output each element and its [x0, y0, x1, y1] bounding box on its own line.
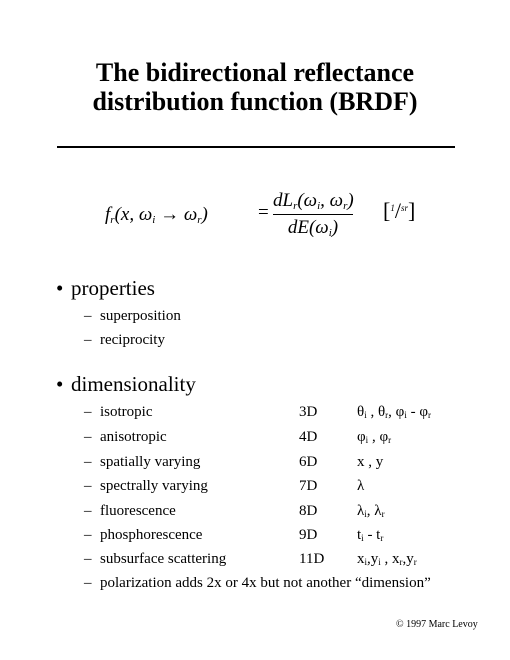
bullet-icon: •: [56, 372, 64, 396]
list-item: – phosphorescence: [84, 527, 203, 543]
dimension-variables: $x_i,y_i$ , $x_r,y_r$: [357, 551, 417, 567]
title-line-2: distribution function (BRDF): [92, 87, 418, 116]
section-properties: • properties: [56, 276, 155, 300]
dimension-count: 11D: [299, 551, 325, 567]
list-item: – anisotropic: [84, 429, 167, 445]
section-dimensionality: • dimensionality: [56, 372, 196, 396]
dimension-variables: x , y: [357, 454, 384, 470]
bullet-icon: •: [56, 276, 64, 300]
dimension-count: 9D: [299, 527, 318, 543]
formula-denominator: $dE(\omega_i)$: [287, 217, 339, 239]
list-item: – reciprocity: [84, 332, 165, 348]
list-item: – isotropic: [84, 404, 153, 420]
dimension-count: 6D: [299, 454, 318, 470]
dimension-variables: $\theta_i$ , $\theta_r$, $\varphi_i - \varphi_r$: [357, 404, 431, 420]
title-divider: [57, 146, 455, 148]
list-item: – fluorescence: [84, 503, 176, 519]
formula-lhs: $f_r(x$, $\omega_i \to \omega_r$): [105, 204, 208, 226]
arrow-symbol: →: [155, 204, 184, 225]
dimension-variables: λ: [357, 478, 365, 494]
page-title: [0, 58, 510, 116]
fraction-bar: [273, 214, 353, 215]
formula-fraction: [273, 190, 353, 239]
dimension-count: 3D: [299, 404, 318, 420]
dimension-count: 8D: [299, 503, 318, 519]
formula-numerator: $dL_r(\omega_i$, $\omega_r$): [273, 190, 354, 212]
title-line-1: The bidirectional reflectance: [95, 58, 415, 87]
dimension-count: 4D: [299, 429, 318, 445]
list-item: – superposition: [84, 308, 181, 324]
unit-bracket: [$^1$/$^{sr}$]: [383, 198, 416, 223]
dimension-variables: $\lambda_i$, $\lambda_r$: [357, 503, 385, 519]
dimension-count: 7D: [299, 478, 318, 494]
list-item: – polarization adds 2x or 4x but not another “dimension”: [84, 575, 431, 591]
list-item: – spatially varying: [84, 454, 201, 470]
dimension-variables: $t_i - t_r$: [357, 527, 384, 543]
equals-sign: =: [258, 202, 269, 223]
list-item: – spectrally varying: [84, 478, 208, 494]
copyright-footer: © 1997 Marc Levoy: [396, 619, 478, 630]
list-item: – subsurface scattering: [84, 551, 227, 567]
dimension-variables: $\varphi_i$ , $\varphi_r$: [357, 429, 392, 445]
